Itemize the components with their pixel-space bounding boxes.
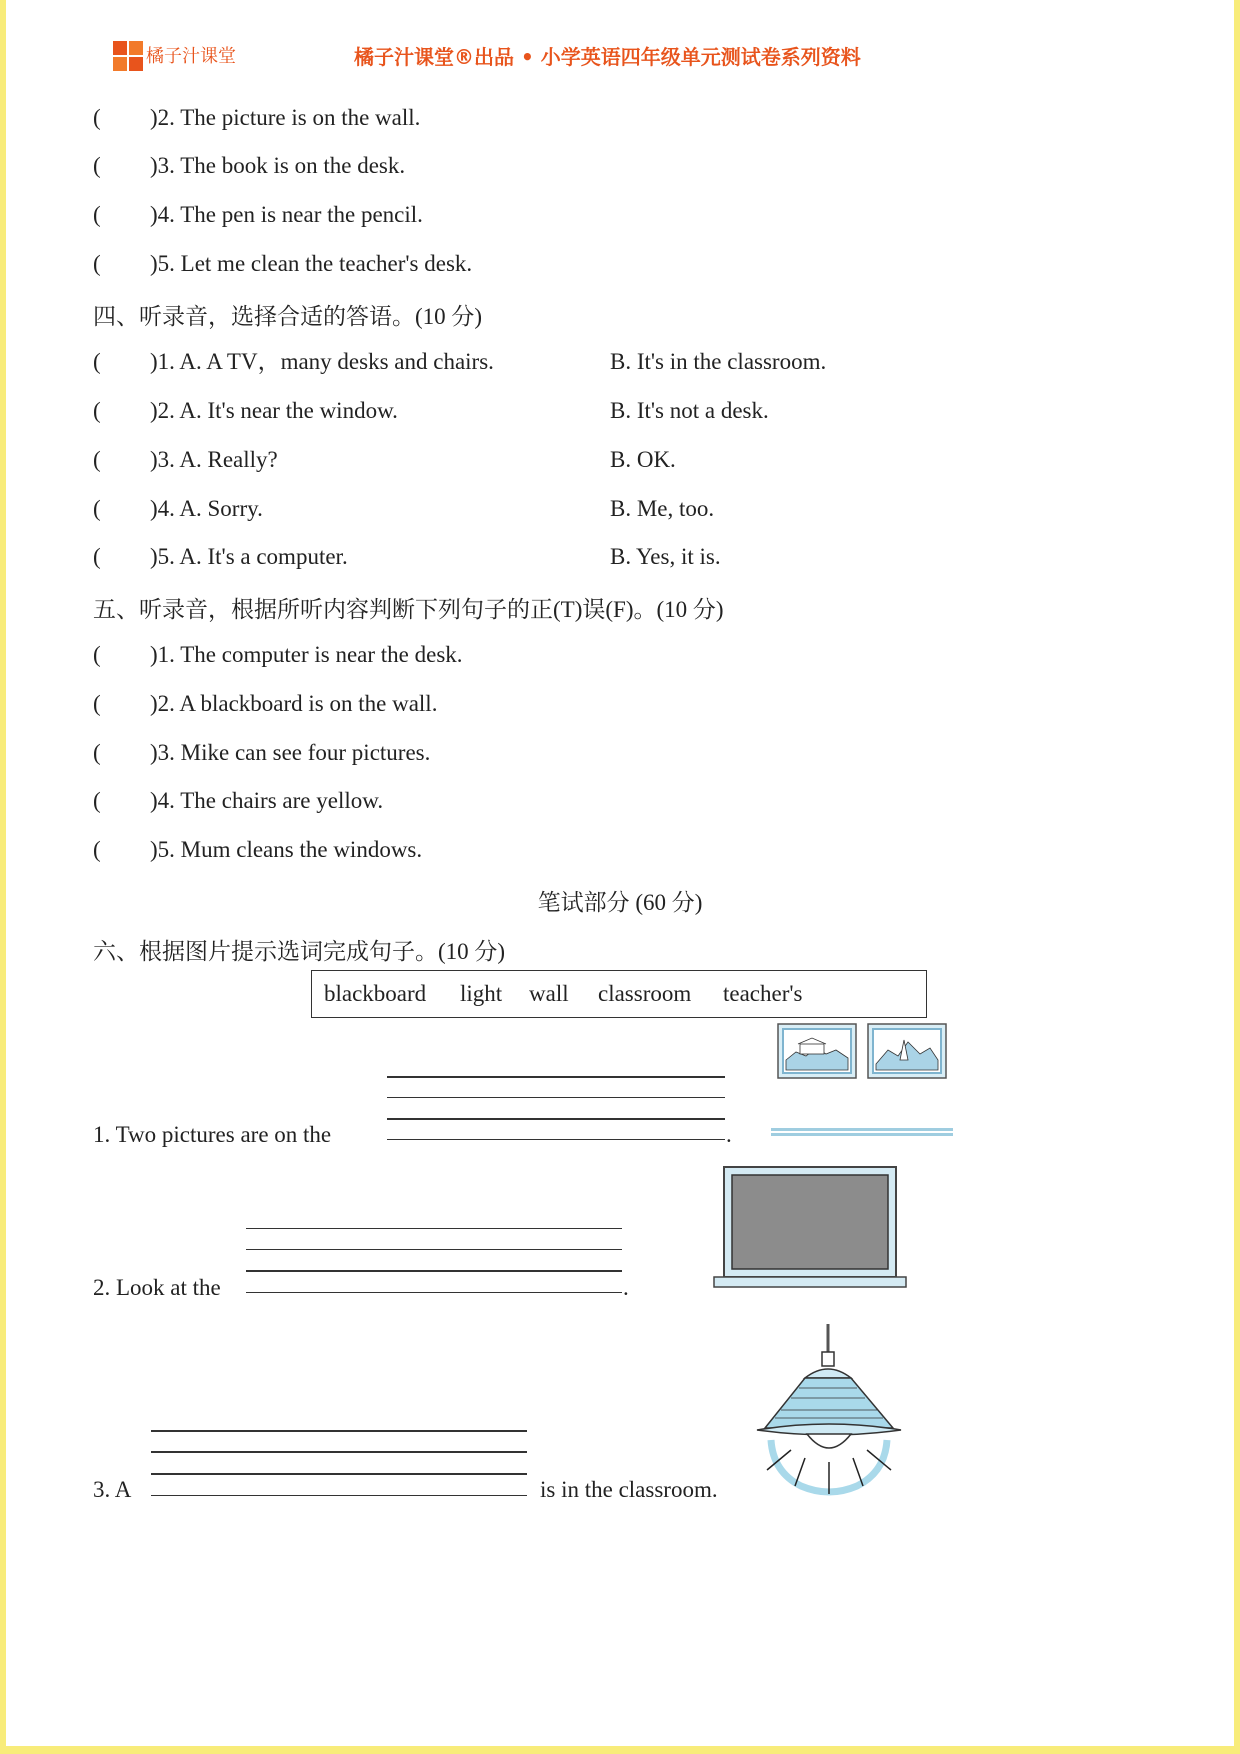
writing-line [151, 1495, 527, 1496]
writing-line [151, 1430, 527, 1432]
question-3-rest: is in the classroom. [540, 1477, 718, 1502]
page-border-left [0, 0, 6, 1754]
question-2-text: 2. Look at the [93, 1275, 221, 1300]
writing-line [151, 1451, 527, 1453]
header-brand: 橘子汁课堂 [146, 46, 236, 67]
pictures-on-wall-icon [770, 1020, 956, 1142]
word-bank-item: classroom [598, 981, 692, 1006]
header-title: 橘子汁课堂®出品 • 小学英语四年级单元测试卷系列资料 [354, 45, 861, 69]
word-bank-item: teacher's [723, 981, 803, 1006]
page-border-right [1234, 0, 1240, 1754]
written-part-title: 笔试部分 (60 分) [537, 890, 703, 915]
writing-line [246, 1249, 622, 1250]
word-bank-item: light [460, 981, 503, 1006]
question-2-period: . [623, 1275, 629, 1300]
word-bank-box [311, 970, 927, 1018]
word-bank-item: wall [529, 981, 569, 1006]
section-6-title: 六、根据图片提示选词完成句子。(10 分) [93, 939, 506, 964]
writing-line [387, 1139, 725, 1140]
writing-line [246, 1292, 622, 1293]
brand-logo-icon [112, 40, 144, 72]
light-icon [745, 1322, 915, 1496]
question-3-text: 3. A [93, 1477, 132, 1502]
writing-line [246, 1228, 622, 1229]
section-5-title: 五、听录音，根据所听内容判断下列句子的正(T)误(F)。(10 分) [93, 597, 724, 622]
writing-line [387, 1076, 725, 1078]
writing-line [387, 1118, 725, 1120]
writing-line [151, 1473, 527, 1475]
writing-line [246, 1270, 622, 1272]
question-1-text: 1. Two pictures are on the [93, 1122, 332, 1147]
blackboard-icon [712, 1165, 908, 1291]
word-bank-item: blackboard [324, 981, 427, 1006]
section-4-title: 四、听录音，选择合适的答语。(10 分) [93, 304, 483, 329]
writing-line [387, 1097, 725, 1098]
question-1-period: . [726, 1122, 732, 1147]
page-border-bottom [0, 1746, 1240, 1754]
